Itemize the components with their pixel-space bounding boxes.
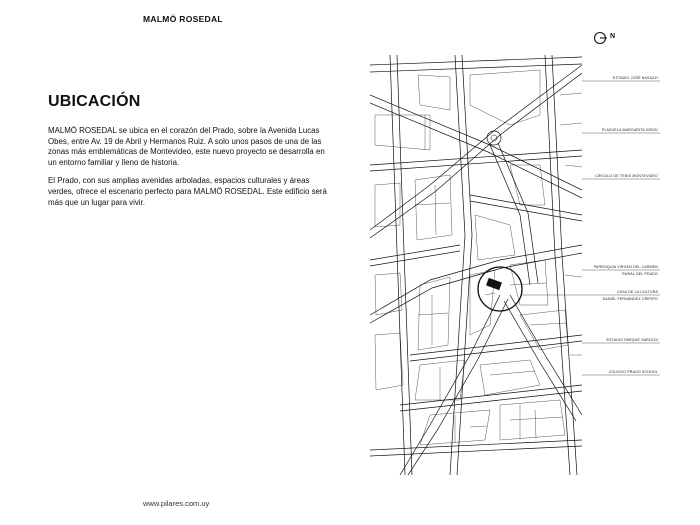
description-paragraph-1: MALMÖ ROSEDAL se ubica en el corazón del Prado, sobre la Avenida Lucas Obes, entre Av. 19 de Abril y Hermanos Ruiz. A solo unos pasos de una de las zonas más emblemáticas de Montevideo, este nuevo proyecto se desarrolla en un entorno familiar y lleno de historia. [48, 126, 325, 167]
landmark-label: DANIEL FERNÁNDEZ CRESPO [602, 297, 658, 301]
brand-logo-text: MALMÖ ROSEDAL [143, 14, 223, 24]
landmark-label: COLEGIO PRADO SCHOOL [608, 370, 658, 374]
landmark-label: CASA DE LA CULTURA [616, 290, 658, 294]
north-arrow-icon [593, 31, 607, 45]
description-paragraph-2: El Prado, con sus amplias avenidas arboladas, espacios culturales y áreas verdes, ofrece el escenario perfecto para MALMÖ ROSEDAL. Este edificio será más que un lugar para vivir. [48, 176, 327, 207]
landmark-label: ESTADIO JOSÉ NASAZZI [612, 76, 658, 80]
landmark-label: PLAZUELA MARGARITA XIRGÚ [601, 128, 658, 132]
location-description [48, 126, 330, 216]
north-label: N [610, 33, 616, 40]
landmark-label: ESTADIO PARQUE SAROLDI [606, 338, 658, 342]
website-url: www.pilares.com.uy [143, 499, 210, 508]
location-map [370, 55, 660, 475]
landmark-label: RURAL DEL PRADO [622, 272, 658, 276]
landmark-label: CÍRCULO DE TENIS MONTEVIDEO [595, 174, 658, 178]
page-title: UBICACIÓN [48, 93, 141, 110]
landmark-label: PARROQUIA VIRGEN DEL CARMEN [593, 265, 658, 269]
